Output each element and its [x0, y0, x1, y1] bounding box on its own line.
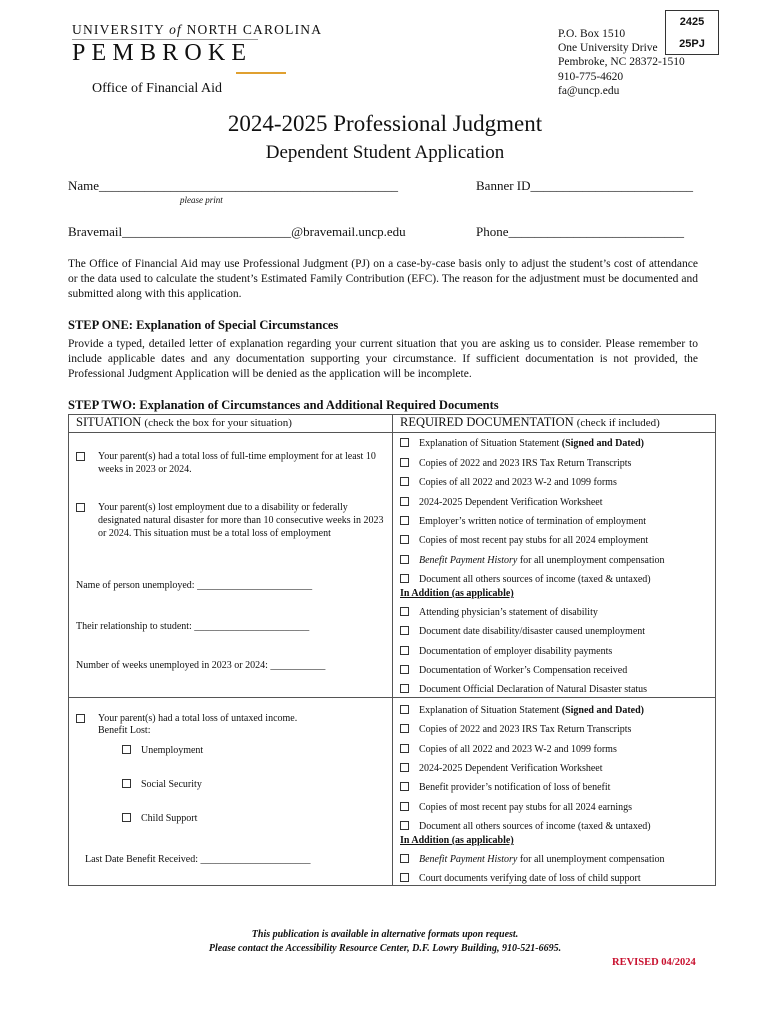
doc-checkbox[interactable]: [400, 763, 409, 772]
situation-column-header: [76, 415, 292, 430]
doc-item: [400, 724, 631, 735]
doc-label: Benefit provider’s notification of loss of benefit: [419, 782, 611, 793]
name-field[interactable]: Name______________________________________________: [68, 178, 399, 193]
situation-header-label: SITUATION: [76, 415, 142, 429]
doc-label: Court documents verifying date of loss of child support: [419, 873, 641, 884]
doc-label: Explanation of Situation Statement: [419, 705, 562, 716]
step-one-heading: STEP ONE: Explanation of Special Circumstances: [68, 318, 339, 332]
doc-label: Copies of most recent pay stubs for all 2024 earnings: [419, 802, 633, 813]
doc-label-italic: Benefit Payment History: [419, 555, 518, 566]
doc-item: [400, 626, 645, 637]
doc-checkbox[interactable]: [400, 724, 409, 733]
doc-label: Copies of most recent pay stubs for all 2024 employment: [419, 535, 649, 546]
situation-checkbox[interactable]: [76, 714, 85, 723]
doc-label: Copies of all 2022 and 2023 W-2 and 1099 forms: [419, 477, 617, 488]
office-name: Office of Financial Aid: [92, 81, 222, 96]
doc-checkbox[interactable]: [400, 705, 409, 714]
last-benefit-date-field[interactable]: Last Date Benefit Received: ______________________: [85, 854, 311, 865]
name-hint: please print: [180, 195, 223, 205]
table-divider: [68, 432, 716, 433]
doc-item: [400, 607, 598, 618]
doc-checkbox[interactable]: [400, 516, 409, 525]
doc-checkbox[interactable]: [400, 497, 409, 506]
doc-checkbox[interactable]: [400, 646, 409, 655]
situation-text: Your parent(s) lost employment due to a disability or federally designated natural disaster for more than 10 consecutive weeks in 2023 or 2024. This situation must be a total loss of employment: [98, 502, 384, 539]
doc-checkbox[interactable]: [400, 821, 409, 830]
in-addition-heading: In Addition (as applicable): [400, 835, 514, 846]
benefit-option-social-security: [122, 779, 202, 790]
form-code-type: 25PJ: [679, 38, 705, 50]
doc-checkbox[interactable]: [400, 477, 409, 486]
doc-label-emphasis: (Signed and Dated): [561, 438, 645, 449]
doc-item: [400, 646, 612, 657]
logo-word-nc: NORTH CAROLINA: [186, 22, 323, 37]
doc-label-emphasis: (Signed and Dated): [561, 705, 645, 716]
documentation-column-header: [400, 415, 660, 430]
doc-item: [400, 477, 617, 488]
form-code-box: [665, 10, 719, 55]
doc-checkbox[interactable]: [400, 607, 409, 616]
table-divider: [392, 414, 393, 886]
situation-checkbox[interactable]: [76, 503, 85, 512]
doc-label: 2024-2025 Dependent Verification Worksheet: [419, 763, 603, 774]
address-email[interactable]: fa@uncp.edu: [558, 84, 620, 97]
benefit-option-child-support: [122, 813, 197, 824]
situation-employment-loss: [98, 450, 383, 476]
relationship-field[interactable]: Their relationship to student: _______________________: [76, 621, 310, 632]
doc-item: [400, 782, 610, 793]
doc-item: [400, 802, 632, 813]
doc-item: [400, 684, 647, 695]
banner-id-field[interactable]: Banner ID_________________________: [476, 178, 694, 193]
logo-word-university: UNIVERSITY: [72, 22, 165, 37]
doc-item: [400, 763, 603, 774]
doc-item: [400, 458, 631, 469]
address-phone: 910-775-4620: [558, 70, 624, 83]
doc-label: Document all others sources of income (taxed & untaxed): [419, 574, 651, 585]
doc-label: for all unemployment compensation: [517, 854, 665, 865]
doc-checkbox[interactable]: [400, 574, 409, 583]
benefit-checkbox[interactable]: [122, 745, 131, 754]
situation-disability-loss: [98, 501, 388, 540]
doc-checkbox[interactable]: [400, 873, 409, 882]
form-code-year: 2425: [679, 16, 705, 28]
university-logo-top: [72, 22, 322, 38]
doc-checkbox[interactable]: [400, 626, 409, 635]
benefit-label: Child Support: [141, 813, 198, 824]
person-unemployed-field[interactable]: Name of person unemployed: _______________________: [76, 580, 313, 591]
address-line: P.O. Box 1510: [558, 28, 626, 40]
doc-item: [400, 438, 644, 449]
doc-label: Document Official Declaration of Natural Disaster status: [419, 684, 648, 695]
doc-checkbox[interactable]: [400, 684, 409, 693]
situation-header-note: (check the box for your situation): [144, 417, 292, 429]
situation-text: Your parent(s) had a total loss of untaxed income.: [98, 713, 298, 724]
doc-label: Attending physician’s statement of disability: [419, 607, 598, 618]
doc-checkbox[interactable]: [400, 665, 409, 674]
doc-label: Explanation of Situation Statement: [419, 438, 562, 449]
doc-label: Copies of 2022 and 2023 IRS Tax Return Transcripts: [419, 458, 632, 469]
step-one-text: Provide a typed, detailed letter of explanation regarding your current situation that you are asking us to consider. Please remember to include applicable dates and any documentation supporting your circumstance. If sufficient documentation is not provided, the Professional Judgment Application will be denied as the application will be incomplete.: [68, 338, 698, 381]
situation-checkbox[interactable]: [76, 452, 85, 461]
doc-item: [400, 854, 665, 865]
logo-word-of: of: [169, 22, 182, 37]
benefit-checkbox[interactable]: [122, 779, 131, 788]
phone-field[interactable]: Phone___________________________: [476, 224, 684, 239]
page-subtitle: Dependent Student Application: [265, 142, 505, 163]
in-addition-heading: In Addition (as applicable): [400, 588, 514, 599]
situation-text: Your parent(s) had a total loss of full-time employment for at least 10 weeks in 2023 or 2024.: [98, 451, 376, 475]
benefit-option-unemployment: [122, 745, 203, 756]
documentation-header-note: (check if included): [576, 417, 660, 429]
doc-checkbox[interactable]: [400, 458, 409, 467]
doc-label: for all unemployment compensation: [517, 555, 665, 566]
doc-checkbox[interactable]: [400, 555, 409, 564]
doc-checkbox[interactable]: [400, 854, 409, 863]
doc-item: [400, 873, 641, 884]
doc-checkbox[interactable]: [400, 438, 409, 447]
doc-item: [400, 665, 627, 676]
benefit-lost-label: Benefit Lost:: [98, 725, 151, 736]
benefit-checkbox[interactable]: [122, 813, 131, 822]
doc-item: [400, 555, 665, 566]
benefit-label: Social Security: [141, 779, 202, 790]
revision-date: REVISED 04/2024: [612, 957, 696, 968]
doc-label: Documentation of employer disability payments: [419, 646, 613, 657]
doc-item: [400, 516, 646, 527]
university-logo-main: PEMBROKE: [72, 40, 253, 66]
doc-label: Copies of 2022 and 2023 IRS Tax Return Transcripts: [419, 724, 632, 735]
doc-item: [400, 497, 603, 508]
doc-item: [400, 744, 617, 755]
doc-label-italic: Benefit Payment History: [419, 854, 518, 865]
situation-untaxed-income-loss: [98, 712, 383, 725]
doc-checkbox[interactable]: [400, 782, 409, 791]
weeks-unemployed-field[interactable]: Number of weeks unemployed in 2023 or 2024: ___________: [76, 660, 326, 671]
footer-accessibility-note: This publication is available in alternative formats upon request.: [251, 929, 519, 940]
doc-label: Documentation of Worker’s Compensation received: [419, 665, 628, 676]
doc-label: Employer’s written notice of termination of employment: [419, 516, 646, 527]
logo-accent-line: [236, 72, 286, 98]
address-line: Pembroke, NC 28372-1510: [558, 56, 685, 69]
doc-item: [400, 574, 651, 585]
benefit-label: Unemployment: [141, 745, 204, 756]
page-title: 2024-2025 Professional Judgment: [227, 111, 543, 136]
doc-label: 2024-2025 Dependent Verification Worksheet: [419, 497, 603, 508]
doc-checkbox[interactable]: [400, 744, 409, 753]
doc-item: [400, 535, 648, 546]
step-two-heading: STEP TWO: Explanation of Circumstances and Additional Required Documents: [68, 398, 499, 412]
documentation-header-label: REQUIRED DOCUMENTATION: [400, 415, 574, 429]
doc-label: Copies of all 2022 and 2023 W-2 and 1099 forms: [419, 744, 617, 755]
doc-label: Document date disability/disaster caused unemployment: [419, 626, 646, 637]
doc-label: Document all others sources of income (taxed & untaxed): [419, 821, 651, 832]
doc-item: [400, 821, 651, 832]
intro-paragraph: The Office of Financial Aid may use Professional Judgment (PJ) on a case-by-case basis only to adjust the student’s cost of attendance or the data used to calculate the student’s Estimated Family Contribution (EFC). The reason for the adjustment must be documented and submitted along with this application.: [68, 258, 698, 301]
bravemail-field[interactable]: Bravemail__________________________@bravemail.uncp.edu: [68, 224, 406, 239]
doc-checkbox[interactable]: [400, 535, 409, 544]
address-line: One University Drive: [558, 42, 658, 55]
footer-contact: Please contact the Accessibility Resource Center, D.F. Lowry Building, 910-521-6695.: [208, 943, 562, 954]
doc-item: [400, 705, 644, 716]
doc-checkbox[interactable]: [400, 802, 409, 811]
table-divider: [68, 697, 716, 698]
